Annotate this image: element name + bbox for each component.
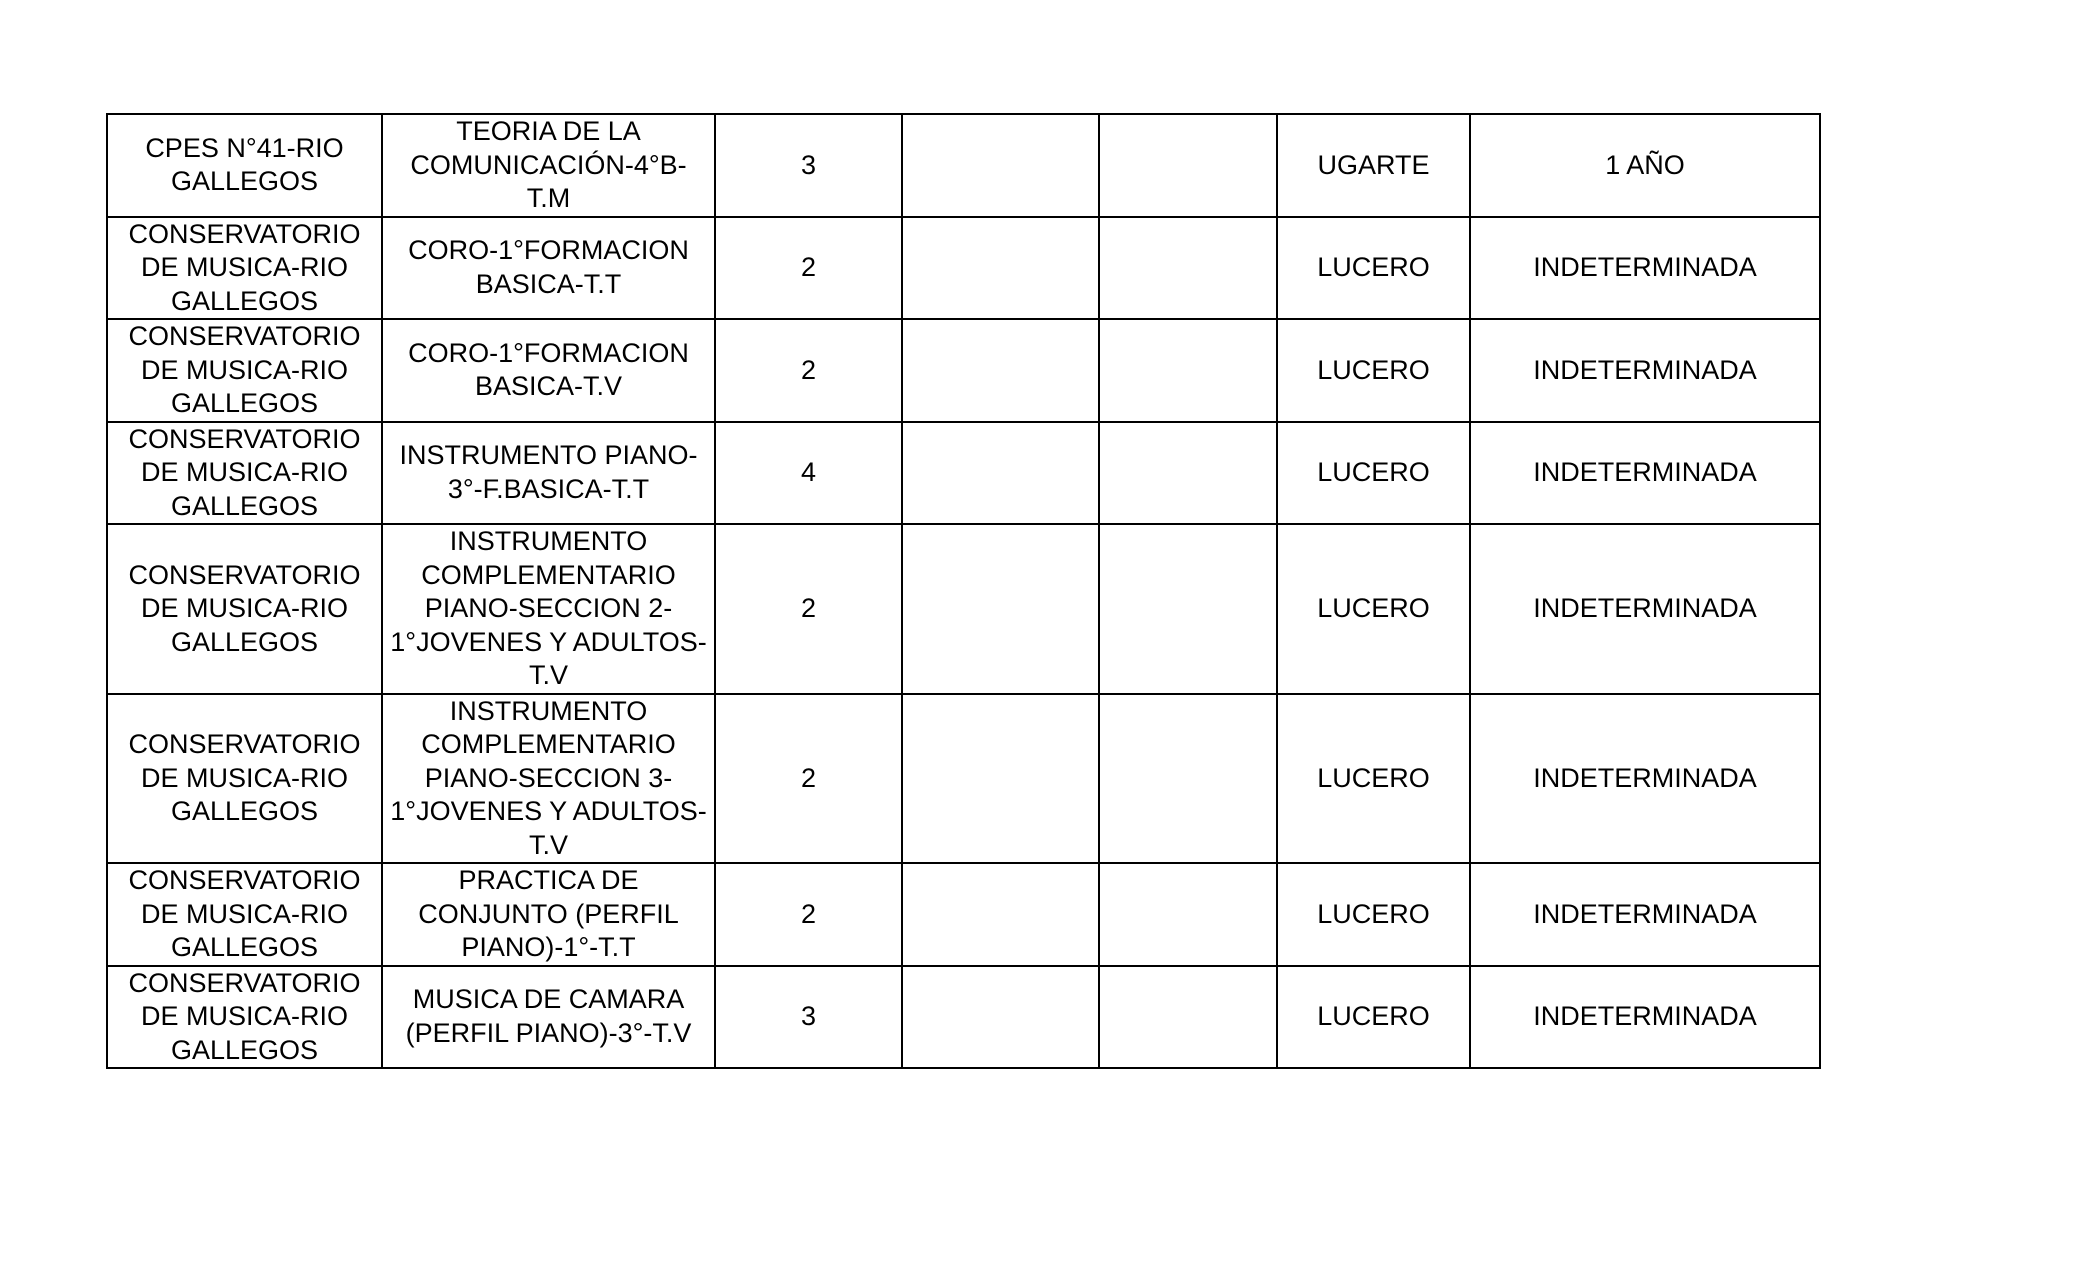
empty-cell <box>902 524 1099 694</box>
table-row <box>107 422 1820 525</box>
empty-cell <box>902 863 1099 966</box>
empty-cell <box>1099 966 1277 1069</box>
teacher-cell: LUCERO <box>1277 422 1470 525</box>
duration-cell: INDETERMINADA <box>1470 966 1820 1069</box>
institution-cell: CONSERVATORIO DE MUSICA-RIO GALLEGOS <box>107 966 382 1069</box>
hours-cell: 2 <box>715 524 902 694</box>
institution-cell: CONSERVATORIO DE MUSICA-RIO GALLEGOS <box>107 217 382 320</box>
data-table <box>106 113 1821 1069</box>
hours-cell: 3 <box>715 966 902 1069</box>
institution-cell: CONSERVATORIO DE MUSICA-RIO GALLEGOS <box>107 422 382 525</box>
duration-cell: INDETERMINADA <box>1470 863 1820 966</box>
subject-cell: INSTRUMENTO COMPLEMENTARIO PIANO-SECCION 2- 1°JOVENES Y ADULTOS- T.V <box>382 524 715 694</box>
duration-cell: INDETERMINADA <box>1470 217 1820 320</box>
teacher-cell: UGARTE <box>1277 114 1470 217</box>
table-row <box>107 114 1820 217</box>
institution-cell: CONSERVATORIO DE MUSICA-RIO GALLEGOS <box>107 863 382 966</box>
institution-cell: CONSERVATORIO DE MUSICA-RIO GALLEGOS <box>107 319 382 422</box>
subject-cell: INSTRUMENTO PIANO- 3°-F.BASICA-T.T <box>382 422 715 525</box>
teacher-cell: LUCERO <box>1277 694 1470 864</box>
teacher-cell: LUCERO <box>1277 217 1470 320</box>
empty-cell <box>1099 694 1277 864</box>
hours-cell: 2 <box>715 217 902 320</box>
teacher-cell: LUCERO <box>1277 863 1470 966</box>
teacher-cell: LUCERO <box>1277 524 1470 694</box>
subject-cell: PRACTICA DE CONJUNTO (PERFIL PIANO)-1°-T.T <box>382 863 715 966</box>
subject-cell: INSTRUMENTO COMPLEMENTARIO PIANO-SECCION 3- 1°JOVENES Y ADULTOS- T.V <box>382 694 715 864</box>
hours-cell: 2 <box>715 319 902 422</box>
table-row <box>107 524 1820 694</box>
duration-cell: INDETERMINADA <box>1470 422 1820 525</box>
duration-cell: INDETERMINADA <box>1470 319 1820 422</box>
table-row <box>107 217 1820 320</box>
hours-cell: 3 <box>715 114 902 217</box>
table-row <box>107 966 1820 1069</box>
empty-cell <box>902 966 1099 1069</box>
subject-cell: CORO-1°FORMACION BASICA-T.T <box>382 217 715 320</box>
hours-cell: 4 <box>715 422 902 525</box>
empty-cell <box>1099 217 1277 320</box>
empty-cell <box>902 217 1099 320</box>
subject-cell: TEORIA DE LA COMUNICACIÓN-4°B- T.M <box>382 114 715 217</box>
empty-cell <box>902 319 1099 422</box>
table-body <box>107 114 1820 1068</box>
teacher-cell: LUCERO <box>1277 966 1470 1069</box>
subject-cell: CORO-1°FORMACION BASICA-T.V <box>382 319 715 422</box>
teacher-cell: LUCERO <box>1277 319 1470 422</box>
table-row <box>107 863 1820 966</box>
empty-cell <box>1099 524 1277 694</box>
table-row <box>107 694 1820 864</box>
duration-cell: INDETERMINADA <box>1470 694 1820 864</box>
hours-cell: 2 <box>715 694 902 864</box>
institution-cell: CPES N°41-RIO GALLEGOS <box>107 114 382 217</box>
institution-cell: CONSERVATORIO DE MUSICA-RIO GALLEGOS <box>107 694 382 864</box>
institution-cell: CONSERVATORIO DE MUSICA-RIO GALLEGOS <box>107 524 382 694</box>
subject-cell: MUSICA DE CAMARA (PERFIL PIANO)-3°-T.V <box>382 966 715 1069</box>
empty-cell <box>1099 863 1277 966</box>
duration-cell: INDETERMINADA <box>1470 524 1820 694</box>
empty-cell <box>902 694 1099 864</box>
table-row <box>107 319 1820 422</box>
empty-cell <box>902 422 1099 525</box>
empty-cell <box>1099 114 1277 217</box>
hours-cell: 2 <box>715 863 902 966</box>
empty-cell <box>902 114 1099 217</box>
empty-cell <box>1099 422 1277 525</box>
empty-cell <box>1099 319 1277 422</box>
duration-cell: 1 AÑO <box>1470 114 1820 217</box>
